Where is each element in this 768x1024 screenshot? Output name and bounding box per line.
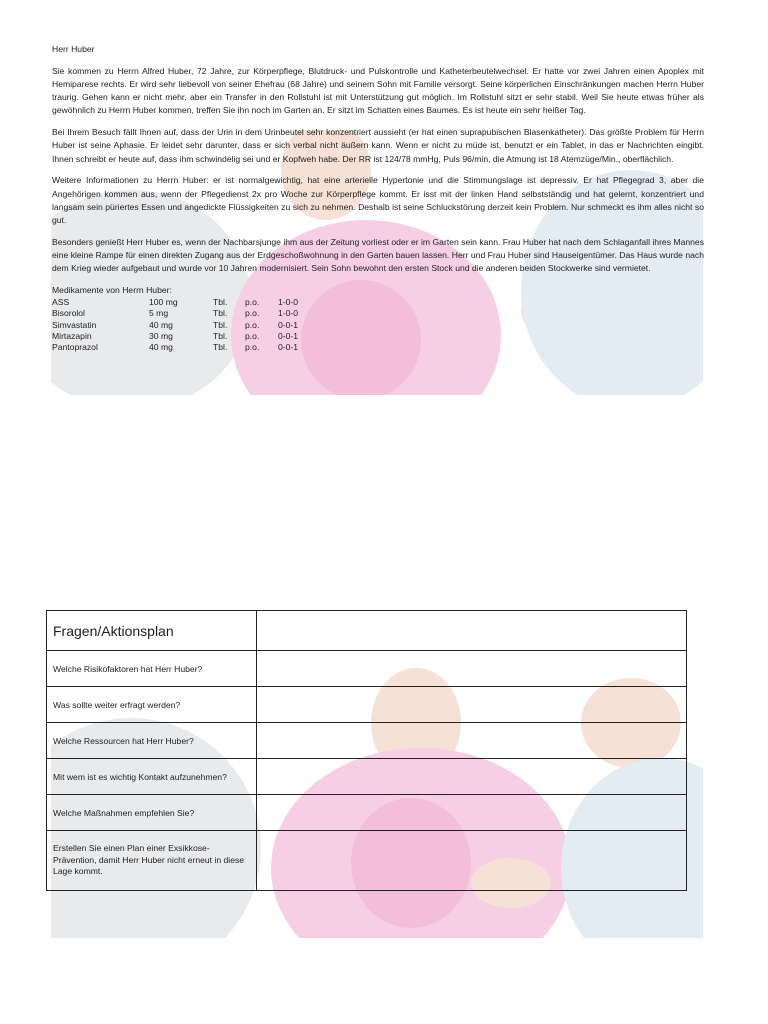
medication-name: Simvastatin: [52, 319, 97, 330]
medication-dose: 40 mg: [149, 319, 173, 330]
medications-title: Medikamente von Herrn Huber:: [52, 285, 172, 296]
medication-route: p.o.: [245, 330, 260, 341]
question-row: [47, 723, 687, 759]
medications-list: [52, 297, 298, 353]
medication-route: p.o.: [245, 319, 260, 330]
answer-cell[interactable]: [257, 759, 687, 795]
action-plan-header: Fragen/Aktionsplan: [47, 611, 257, 651]
question-row: [47, 651, 687, 687]
medication-row: [52, 308, 298, 319]
medication-form: Tbl.: [213, 319, 228, 330]
medication-dose: 40 mg: [149, 342, 173, 353]
answer-cell[interactable]: [257, 687, 687, 723]
paragraph-intro: Sie kommen zu Herrn Alfred Huber, 72 Jahre, zur Körperpflege, Blutdruck- und Pulskontrolle und Katheterbeutelwechsel. Er hatte vor zwei Jahren einen Apoplex mit Hemiparese rechts. Er wird sehr liebevoll von seiner Ehefrau (68 Jahre) und seinem Sohn mit Familie versorgt. Seine körperlichen Einschränkungen machen Herrn Huber traurig. Gehen kann er nicht mehr, aber ein Transfer in den Rollstuhl ist mit Unterstützung gut möglich. Im Rollstuhl sitzt er sehr stabil. Weil Sie heute etwas früher als gewöhnlich zu Herrn Huber kommen, treffen Sie ihn noch im Garten an. Er sitzt im Schatten eines Baumes. Es ist heute ein sehr heißer Tag.: [52, 65, 704, 116]
answer-cell[interactable]: [257, 795, 687, 831]
answer-cell[interactable]: [257, 723, 687, 759]
question-further-inquiry: Was sollte weiter erfragt werden?: [47, 687, 257, 723]
answer-cell[interactable]: [257, 651, 687, 687]
medication-row: [52, 342, 298, 353]
question-measures: Welche Maßnahmen empfehlen Sie?: [47, 795, 257, 831]
medication-dose: 30 mg: [149, 330, 173, 341]
paragraph-social: Besonders genießt Herr Huber es, wenn der Nachbarsjunge ihm aus der Zeitung vorliest oder er im Garten sein kann. Frau Huber hat nach dem Schlaganfall ihres Mannes eine kleine Rampe für einen direkten Zugang aus der Erdgeschoßwohnung in den Garten bauen lassen. Herr und Frau Huber sind Hauseigentümer. Das Haus wurde nach dem Krieg wieder aufgebaut und wurde vor 10 Jahren modernisiert. Sein Sohn bewohnt den ersten Stock und die anderen beiden Stockwerke sind vermietet.: [52, 236, 704, 274]
answer-cell[interactable]: [257, 611, 687, 651]
medication-schedule: 0-0-1: [278, 319, 299, 330]
medication-name: ASS: [52, 297, 70, 308]
medication-form: Tbl.: [213, 342, 228, 353]
medication-name: Mirtazapin: [52, 330, 92, 341]
medication-route: p.o.: [245, 308, 260, 319]
medication-schedule: 1-0-0: [278, 297, 299, 308]
action-plan-table: [46, 610, 687, 891]
question-risk-factors: Welche Risikofaktoren hat Herr Huber?: [47, 651, 257, 687]
medication-schedule: 1-0-0: [278, 308, 299, 319]
question-row: [47, 759, 687, 795]
action-plan-header-row: [47, 611, 687, 651]
medication-schedule: 0-0-1: [278, 342, 299, 353]
question-row: [47, 831, 687, 891]
medication-route: p.o.: [245, 297, 260, 308]
medication-row: [52, 331, 298, 342]
medication-row: [52, 320, 298, 331]
medication-name: Bisorolol: [52, 308, 85, 319]
question-resources: Welche Ressourcen hat Herr Huber?: [47, 723, 257, 759]
medication-form: Tbl.: [213, 308, 228, 319]
medication-row: [52, 297, 298, 308]
medication-route: p.o.: [245, 342, 260, 353]
question-exsiccosis-plan: Erstellen Sie einen Plan einer Exsikkose-Prävention, damit Herr Huber nicht erneut in diese Lage kommt.: [47, 831, 257, 891]
paragraph-further-info: Weitere Informationen zu Herrn Huber: er ist normalgewichtig, hat eine arterielle Hypertonie und die Stimmungslage ist depressiv. Er hat Pflegegrad 3, aber die Angehörigen kommen aus, wenn der Pflegedienst 2x pro Woche zur Körperpflege kommt. Er isst mit der linken Hand selbstständig und hat gelernt, konzentriert und langsam sein püriertes Essen und angedickte Flüssigkeiten zu sich zu nehmen. Deshalb ist seine Schluckstörung derzeit kein Problem. Nur schmeckt es ihm alles nicht so gut.: [52, 175, 704, 226]
medication-form: Tbl.: [213, 330, 228, 341]
medication-name: Pantoprazol: [52, 342, 98, 353]
case-document: [52, 43, 704, 353]
question-row: [47, 687, 687, 723]
document-title: Herr Huber: [52, 44, 95, 54]
question-row: [47, 795, 687, 831]
medication-form: Tbl.: [213, 297, 228, 308]
medication-schedule: 0-0-1: [278, 330, 299, 341]
medication-dose: 5 mg: [149, 308, 169, 319]
medication-dose: 100 mg: [149, 297, 178, 308]
answer-cell[interactable]: [257, 831, 687, 891]
question-contacts: Mit wem ist es wichtig Kontakt aufzunehmen?: [47, 759, 257, 795]
paragraph-visit: Bei Ihrem Besuch fällt Ihnen auf, dass der Urin in dem Urinbeutel sehr konzentriert aussieht (er hat einen suprapubischen Blasenkatheter). Das größte Problem für Herrn Huber ist seine Aphasie. Er leidet sehr darunter, dass er sich verbal nicht äußern kann. Wenn er nicht zu müde ist, benutzt er ein Tablet, in das er Nachrichten eingibt. Ihnen schreibt er heute auf, dass ihm schwindelig sei und er Kopfweh habe. Der RR ist 124/78 mmHg, Puls 96/min, die Atmung ist 18 Atemzüge/Min., oberflächlich.: [52, 127, 704, 164]
